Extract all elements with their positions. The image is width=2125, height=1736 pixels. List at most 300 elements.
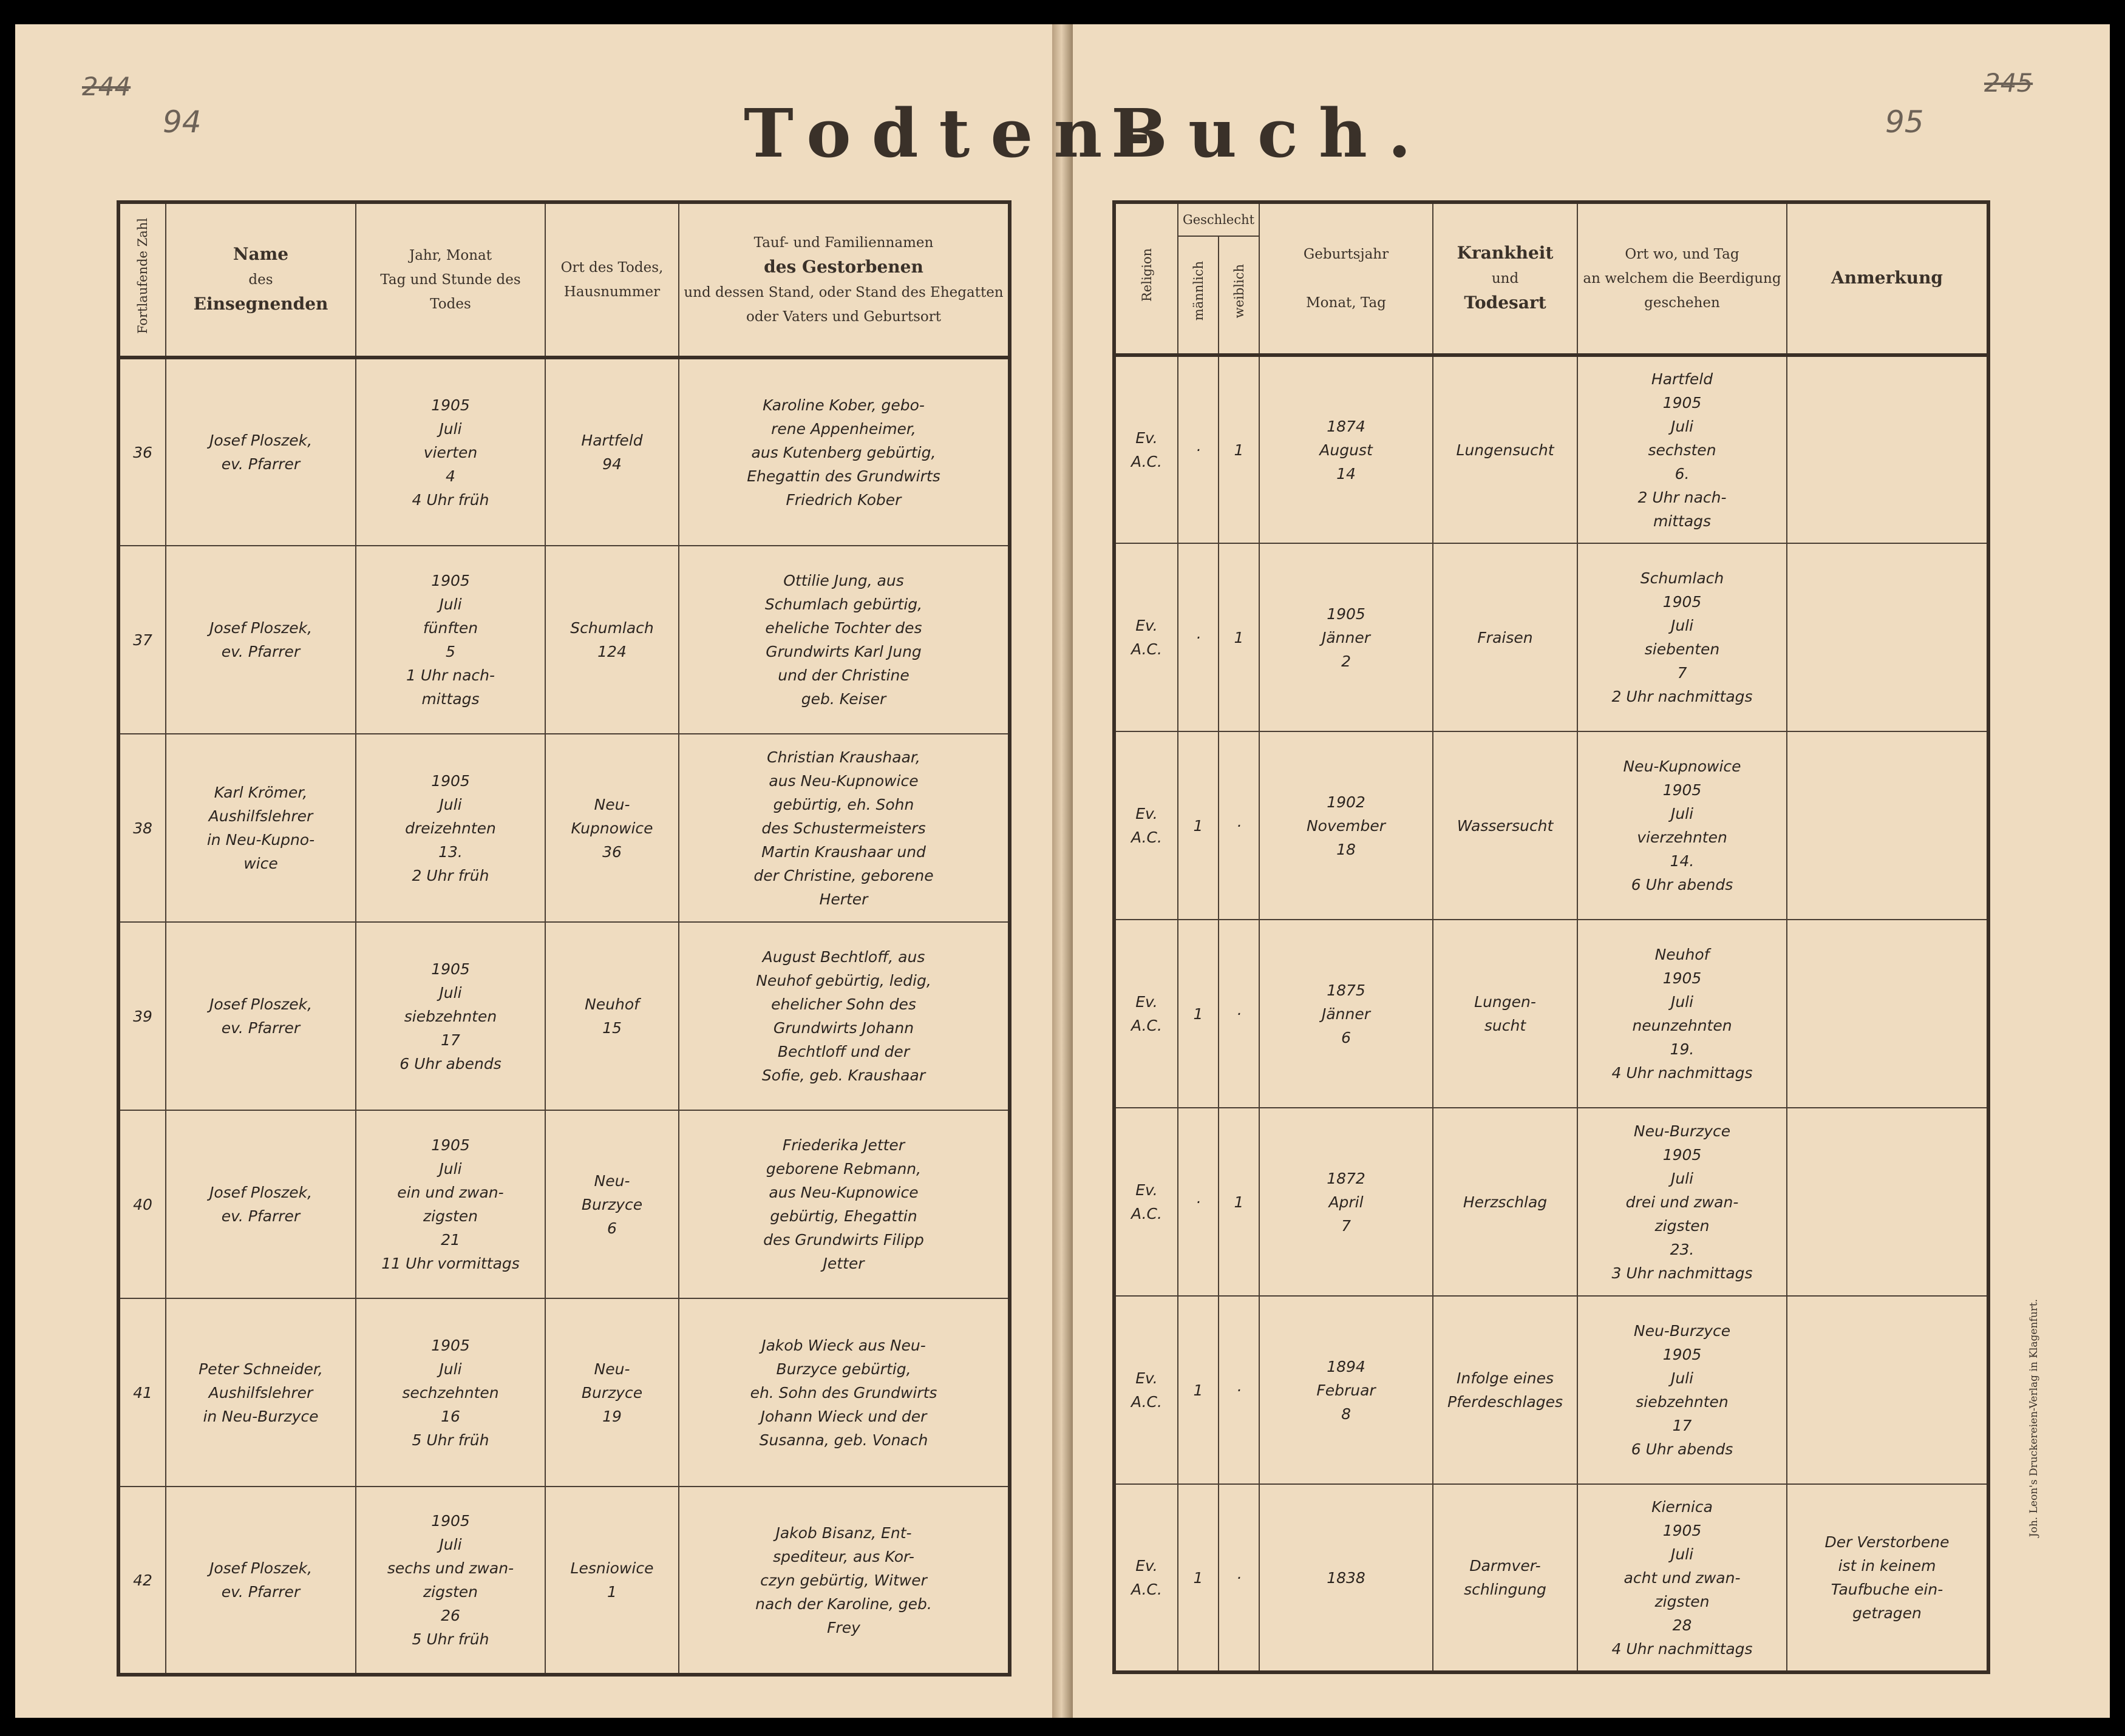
burial-details-line: sechsten [1648,441,1716,459]
deceased-details-line: des Schustermeisters [761,819,926,837]
birth-date-line: April [1328,1193,1364,1211]
remarks [1787,543,1988,731]
sex-male: 1 [1178,731,1219,920]
birth-date-line: Jänner [1321,1005,1371,1023]
religion [1114,1108,1178,1296]
burial-details-line: vierzehnten [1637,829,1727,846]
birth-date-line: November [1306,816,1386,835]
left-pencil-number: 94 [163,104,202,140]
header-krankheit: Krankheit und Todesart [1433,202,1577,355]
officiant-name [166,734,356,922]
entry-number: 40 [118,1110,166,1298]
birth-date-line: 1894 [1327,1357,1365,1375]
death-date [356,358,545,546]
cause-of-death-line: sucht [1484,1017,1526,1034]
religion [1114,1484,1178,1672]
death-place [545,1298,679,1487]
death-date-line: 4 [446,467,455,485]
cause-of-death [1433,1296,1577,1484]
birth-date-line: August [1319,441,1373,459]
deceased-details-line: spediteur, aus Kor- [773,1547,914,1565]
burial-details-line: Neu-Kupnowice [1623,758,1741,775]
title-right: Buch. [1111,94,1432,172]
death-place-line: Kupnowice [571,819,653,837]
officiant-name-line: Josef Ploszek, [209,1559,313,1577]
entry-number: 39 [118,922,166,1110]
deceased-details-line: Jakob Bisanz, Ent- [775,1524,912,1542]
deceased-details-line: Jetter [823,1255,865,1272]
birth-date-line: 14 [1336,464,1356,483]
cause-of-death-line: Lungensucht [1456,441,1554,459]
birth-date-line: Februar [1316,1381,1376,1399]
death-place-line: Hartfeld [581,432,643,449]
deceased-details [679,1298,1010,1487]
header-ort: Ort des Todes, Hausnummer [545,202,679,358]
burial-details-line: 1905 [1662,1145,1702,1164]
deceased-details-line: Johann Wieck und der [760,1407,927,1425]
deceased-details-line: Karoline Kober, gebo- [763,396,925,414]
birth-date-line: 1875 [1327,981,1365,999]
burial-details-line: 1905 [1662,969,1702,987]
burial-details-line: siebenten [1644,640,1720,658]
cause-of-death-line: Herzschlag [1463,1193,1548,1211]
death-place-line: Neuhof [585,995,639,1013]
burial-details-line: mittags [1653,512,1712,530]
officiant-name [166,1298,356,1487]
officiant-name [166,1110,356,1298]
officiant-name [166,546,356,734]
death-date [356,1298,545,1487]
death-date-line: 21 [441,1231,460,1249]
deceased-details-line: und der Christine [778,666,909,684]
burial-details-line: zigsten [1654,1592,1710,1610]
cause-of-death-line: Pferdeschlages [1447,1393,1563,1411]
officiant-name-line: Josef Ploszek, [209,1184,313,1201]
deceased-details-line: ehelicher Sohn des [771,995,916,1013]
death-date [356,922,545,1110]
deceased-details-line: Herter [819,890,868,908]
burial-details-line: 2 Uhr nach- [1637,488,1727,506]
death-date-line: 26 [441,1607,460,1624]
death-date-line: 4 Uhr früh [412,490,489,509]
deceased-details-line: aus Kutenberg gebürtig, [751,443,936,461]
death-date-line: ein und zwan- [397,1184,504,1201]
death-date-line: 1905 [431,960,470,978]
header-weiblich: weiblich [1219,236,1259,355]
header-nr: Fortlaufende Zahl [118,202,166,358]
religion [1114,731,1178,920]
birth-date-line: 1872 [1327,1169,1365,1187]
officiant-name [166,922,356,1110]
birth-date [1259,1296,1433,1484]
religion [1114,920,1178,1108]
birth-date [1259,1484,1433,1672]
burial-details-line: Juli [1670,993,1694,1011]
burial-details-line: neunzehnten [1632,1017,1732,1034]
officiant-name-line: Aushilfslehrer [208,807,313,825]
officiant-name-line: ev. Pfarrer [221,1207,301,1225]
burial-details-line: drei und zwan- [1625,1193,1739,1211]
birth-date-line: 6 [1341,1028,1351,1046]
officiant-name-line: Josef Ploszek, [209,619,313,637]
officiant-name-line: Josef Ploszek, [209,995,313,1013]
deceased-details-line: Martin Kraushaar und [761,843,926,861]
cause-of-death [1433,731,1577,920]
religion-line: A.C. [1131,1581,1162,1598]
cause-of-death-line: schlingung [1464,1581,1546,1598]
death-place [545,922,679,1110]
death-place-line: 94 [602,455,622,473]
burial-details-line: 3 Uhr nachmittags [1611,1264,1753,1282]
burial-details-line: 7 [1677,664,1687,682]
deceased-details-line: gebürtig, eh. Sohn [773,795,914,813]
burial-details-line: 23. [1670,1240,1695,1258]
remarks [1787,731,1988,920]
burial-details [1577,1108,1787,1296]
deceased-details [679,734,1010,922]
header-geburt: Geburtsjahr Monat, Tag [1259,202,1433,355]
cause-of-death [1433,543,1577,731]
religion-line: A.C. [1131,1205,1162,1222]
sex-female: · [1219,1296,1259,1484]
birth-date-line: 2 [1341,652,1351,670]
deceased-details-line: eheliche Tochter des [765,619,922,637]
death-date-line: 1905 [431,1136,470,1154]
religion-line: A.C. [1131,1017,1162,1034]
death-date-line: fünften [423,619,478,637]
death-date-line: 13. [438,843,463,861]
officiant-name [166,358,356,546]
deceased-details [679,922,1010,1110]
birth-date-line: 1838 [1327,1568,1365,1587]
header-datum: Jahr, Monat Tag und Stunde des Todes [356,202,545,358]
remarks-line: Der Verstorbene [1824,1533,1950,1551]
burial-details-line: 1905 [1662,1346,1702,1363]
deceased-details-line: aus Neu-Kupnowice [769,771,919,790]
table-row [1114,355,1988,543]
cause-of-death [1433,1484,1577,1672]
table-row [1114,1296,1988,1484]
burial-details-line: Juli [1670,417,1694,435]
cause-of-death [1433,920,1577,1108]
death-place-line: Lesniowice [570,1559,654,1577]
religion [1114,355,1178,543]
deceased-details-line: Neuhof gebürtig, ledig, [756,972,931,989]
death-date-line: Juli [439,595,462,613]
birth-date [1259,731,1433,920]
sex-male: 1 [1178,1484,1219,1672]
deceased-details-line: aus Neu-Kupnowice [769,1184,919,1201]
deceased-details-line: August Bechtloff, aus [762,948,925,966]
deceased-details-line: eh. Sohn des Grundwirts [750,1383,937,1402]
deceased-details-line: Bechtloff und der [777,1043,910,1060]
burial-details-line: 19. [1670,1040,1695,1058]
birth-date-line: 1905 [1327,605,1365,623]
burial-details-line: siebzehnten [1636,1393,1729,1411]
header-maennlich: männlich [1178,236,1219,355]
birth-date-line: Jänner [1321,628,1371,646]
entry-number: 41 [118,1298,166,1487]
religion-line: A.C. [1131,640,1162,658]
deceased-details [679,1487,1010,1675]
table-row [118,922,1010,1110]
sex-male: · [1178,355,1219,543]
deceased-details-line: Schumlach gebürtig, [764,595,923,613]
death-date-line: zigsten [423,1583,478,1601]
burial-details-line: Hartfeld [1651,370,1713,388]
death-date-line: sechs und zwan- [387,1559,514,1577]
death-place [545,546,679,734]
table-row [118,1298,1010,1487]
cause-of-death-line: Infolge eines [1456,1369,1554,1387]
birth-date [1259,920,1433,1108]
deceased-details-line: czyn gebürtig, Witwer [760,1571,927,1589]
burial-details-line: 1905 [1662,393,1702,412]
cause-of-death-line: Fraisen [1477,628,1533,646]
death-date-line: 6 Uhr abends [399,1054,501,1073]
death-place-line: 15 [602,1019,622,1037]
death-date-line: 1905 [431,771,470,790]
death-date [356,734,545,922]
burial-details-line: acht und zwan- [1623,1568,1741,1587]
table-row [118,546,1010,734]
burial-details [1577,920,1787,1108]
death-place-line: 36 [602,843,622,861]
burial-details-line: 6 Uhr abends [1631,876,1733,893]
death-date-line: 11 Uhr vormittags [381,1255,520,1272]
burial-details [1577,1484,1787,1672]
sex-female: · [1219,920,1259,1108]
remarks [1787,1108,1988,1296]
death-date [356,1487,545,1675]
death-date-line: mittags [421,690,480,708]
death-place-line: Neu- [594,1360,630,1378]
burial-details-line: Juli [1670,1169,1694,1187]
officiant-name-line: ev. Pfarrer [221,1019,301,1037]
death-date-line: Juli [439,1536,462,1553]
death-date-line: zigsten [423,1207,478,1225]
death-place-line: Neu- [594,1171,630,1190]
burial-details-line: 2 Uhr nachmittags [1611,688,1753,705]
remarks [1787,1484,1988,1672]
religion-line: A.C. [1131,1393,1162,1411]
officiant-name [166,1487,356,1675]
cause-of-death-line: Lungen- [1474,993,1536,1011]
death-place-line: 6 [607,1219,617,1237]
table-row [118,1487,1010,1675]
sex-female: · [1219,731,1259,920]
table-row [1114,1108,1988,1296]
birth-date-line: 18 [1336,840,1356,858]
table-row [1114,1484,1988,1672]
burial-details-line: 14. [1670,852,1695,870]
death-date-line: sechzehnten [402,1383,499,1402]
deceased-details-line: des Grundwirts Filipp [763,1231,924,1249]
death-date [356,1110,545,1298]
death-date-line: Juli [439,1360,462,1378]
deceased-details [679,1110,1010,1298]
deceased-details-line: Burzyce gebürtig, [776,1360,911,1378]
death-date-line: Juli [439,419,462,438]
burial-details-line: Juli [1670,805,1694,822]
cause-of-death [1433,1108,1577,1296]
burial-details-line: 1905 [1662,781,1702,799]
cause-of-death-line: Darmver- [1469,1557,1541,1575]
death-date-line: 5 Uhr früh [412,1431,489,1449]
deceased-details-line: Ehegattin des Grundwirts [747,467,940,485]
deceased-details-line: geborene Rebmann, [766,1160,922,1178]
death-place-line: Neu- [594,795,630,813]
burial-details [1577,543,1787,731]
burial-details-line: Juli [1670,1369,1694,1387]
death-date-line: 1 Uhr nach- [406,666,495,684]
burial-details-line: Schumlach [1640,569,1724,587]
death-place-line: Schumlach [570,619,654,637]
burial-details [1577,731,1787,920]
left-folio-number: 244 [82,72,131,101]
death-place-line: 1 [607,1583,617,1601]
officiant-name-line: Josef Ploszek, [209,432,313,449]
officiant-name-line: ev. Pfarrer [221,643,301,660]
officiant-name-line: Aushilfslehrer [208,1383,313,1402]
burial-details-line: 1905 [1662,1521,1702,1539]
death-date-line: 16 [441,1407,460,1425]
burial-details-line: Juli [1670,617,1694,634]
religion-line: Ev. [1135,805,1158,822]
sex-female: · [1219,1484,1259,1672]
entry-number: 42 [118,1487,166,1675]
burial-details-line: zigsten [1654,1216,1710,1235]
death-date-line: 1905 [431,1336,470,1354]
religion-line: Ev. [1135,1181,1158,1199]
death-place [545,734,679,922]
birth-date [1259,543,1433,731]
death-date-line: 1905 [431,1512,470,1530]
death-date-line: Juli [439,1160,462,1178]
sex-male: 1 [1178,1296,1219,1484]
remarks [1787,920,1988,1108]
table-row [118,734,1010,922]
birth-date [1259,355,1433,543]
sex-male: · [1178,1108,1219,1296]
burial-details-line: Juli [1670,1545,1694,1563]
deceased-details-line: Christian Kraushaar, [767,748,920,766]
right-folio-number: 245 [1984,68,2033,98]
header-name: Name des Einsegnenden [166,202,356,358]
religion [1114,543,1178,731]
religion-line: A.C. [1131,829,1162,846]
death-place-line: 19 [602,1407,622,1425]
birth-date-line: 8 [1341,1405,1351,1423]
deceased-details-line: geb. Keiser [801,690,886,708]
deceased-details-line: Jakob Wieck aus Neu- [761,1336,926,1354]
burial-details-line: 4 Uhr nachmittags [1611,1064,1753,1082]
cause-of-death [1433,355,1577,543]
deceased-details [679,358,1010,546]
death-date-line: 2 Uhr früh [412,866,489,884]
deceased-details-line: Sofie, geb. Kraushaar [761,1066,926,1084]
remarks-line: Taufbuche ein- [1831,1581,1943,1598]
deceased-details-line: Frey [827,1618,860,1636]
table-row [1114,543,1988,731]
sex-male: · [1178,543,1219,731]
deceased-details-line: rene Appenheimer, [771,419,916,438]
table-row [118,1110,1010,1298]
burial-details [1577,1296,1787,1484]
cause-of-death-line: Wassersucht [1457,816,1554,835]
religion-line: Ev. [1135,1557,1158,1575]
remarks [1787,1296,1988,1484]
religion-line: A.C. [1131,453,1162,470]
death-date-line: 1905 [431,572,470,589]
burial-details-line: 1905 [1662,593,1702,611]
death-place [545,358,679,546]
remarks-line: ist in keinem [1838,1557,1936,1575]
deceased-details-line: Friedrich Kober [786,490,902,509]
birth-date-line: 1902 [1327,793,1365,811]
officiant-name-line: in Neu-Kupno- [206,831,315,849]
remarks [1787,355,1988,543]
table-row [1114,920,1988,1108]
death-date-line: 17 [441,1031,460,1049]
death-place-line: 124 [597,643,627,660]
religion [1114,1296,1178,1484]
header-religion: Religion [1114,202,1178,355]
death-date-line: 5 [446,643,455,660]
table-row [118,358,1010,546]
header-anmerkung: Anmerkung [1787,202,1988,355]
religion-line: Ev. [1135,993,1158,1011]
religion-line: Ev. [1135,429,1158,447]
burial-details-line: Kiernica [1651,1497,1713,1516]
header-gestorbene: Tauf- und Familiennamen des Gestorbenen und dessen Stand, oder Stand des Ehegatten oder Vaters und Geburtsort [679,202,1010,358]
deceased-details-line: Grundwirts Johann [773,1019,914,1037]
deceased-details-line: gebürtig, Ehegattin [770,1207,917,1225]
officiant-name-line: in Neu-Burzyce [203,1407,319,1425]
death-place [545,1110,679,1298]
header-beerdigung: Ort wo, und Tag an welchem die Beerdigung geschehen [1577,202,1787,355]
death-date-line: Juli [439,795,462,813]
sex-female: 1 [1219,543,1259,731]
entry-number: 37 [118,546,166,734]
entry-number: 38 [118,734,166,922]
deceased-details-line: Susanna, geb. Vonach [759,1431,928,1449]
deceased-details-line: Grundwirts Karl Jung [766,643,922,660]
burial-details-line: 6 Uhr abends [1631,1440,1733,1458]
book-gutter [1052,24,1073,1718]
death-place-line: Burzyce [581,1195,643,1213]
death-date [356,546,545,734]
left-register-table [117,200,1011,1677]
officiant-name-line: wice [243,855,278,872]
burial-details-line: Neu-Burzyce [1633,1122,1731,1140]
death-date-line: siebzehnten [404,1007,497,1025]
deceased-details-line: Ottilie Jung, aus [783,572,904,589]
deceased-details [679,546,1010,734]
entry-number: 36 [118,358,166,546]
burial-details-line: 17 [1672,1417,1692,1434]
remarks-line: getragen [1852,1604,1922,1622]
death-date-line: vierten [423,443,478,461]
birth-date-line: 1874 [1327,417,1365,435]
death-place-line: Burzyce [581,1383,643,1402]
header-geschlecht: Geschlecht [1178,202,1259,236]
officiant-name-line: Karl Krömer, [214,784,308,801]
right-pencil-number: 95 [1885,104,1924,140]
death-date-line: 5 Uhr früh [412,1630,489,1648]
death-date-line: 1905 [431,396,470,414]
burial-details-line: Neu-Burzyce [1633,1322,1731,1340]
